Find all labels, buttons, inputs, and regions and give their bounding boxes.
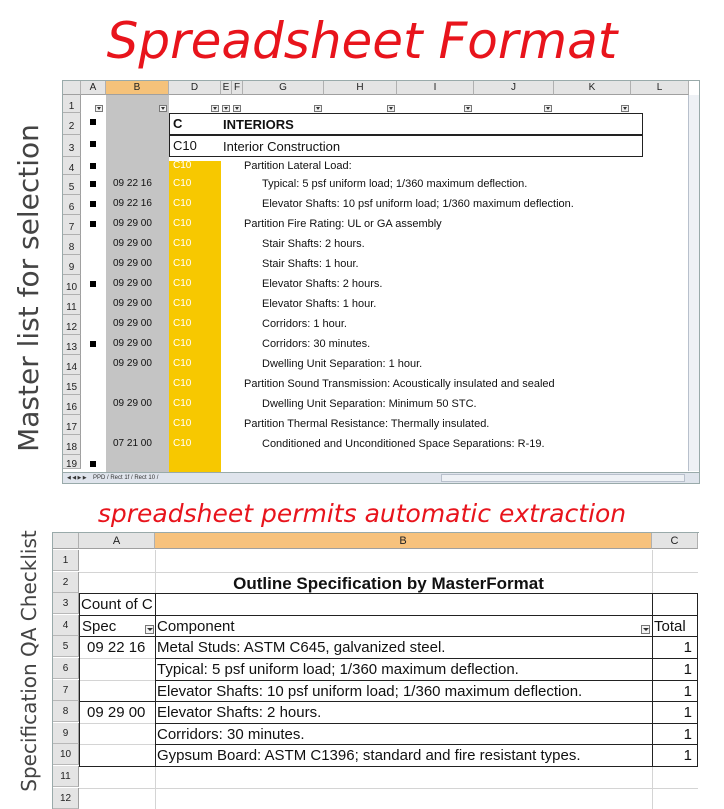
- component-filter-dropdown-icon[interactable]: [641, 625, 650, 634]
- division-cell[interactable]: C10: [173, 318, 192, 329]
- row-header[interactable]: 12: [53, 788, 79, 809]
- bullet-marker: [90, 181, 96, 187]
- division-cell[interactable]: C10: [173, 378, 192, 389]
- bullet-marker: [90, 341, 96, 347]
- spec-cell[interactable]: 09 22 16: [113, 178, 152, 189]
- division-cell[interactable]: C10: [173, 258, 192, 269]
- column-header-d[interactable]: D: [169, 81, 221, 95]
- bullet-marker: [90, 221, 96, 227]
- gridline: [79, 788, 698, 789]
- table-border: [155, 593, 156, 766]
- division-cell[interactable]: C10: [173, 338, 192, 349]
- row-header[interactable]: 10: [53, 744, 79, 765]
- filter-dropdown-icon[interactable]: [233, 105, 241, 112]
- division-cell[interactable]: C10: [173, 138, 197, 153]
- division-cell[interactable]: C10: [173, 198, 192, 209]
- bullet-marker: [90, 119, 96, 125]
- description-cell[interactable]: Dwelling Unit Separation: 1 hour.: [262, 358, 423, 370]
- total-cell[interactable]: 1: [683, 661, 692, 678]
- row-header[interactable]: 2: [63, 113, 81, 135]
- table-border: [155, 723, 698, 724]
- filter-dropdown-icon[interactable]: [314, 105, 322, 112]
- spec-cell[interactable]: 09 29 00: [113, 218, 152, 229]
- row-header[interactable]: 13: [63, 335, 81, 355]
- division-cell[interactable]: C10: [173, 178, 192, 189]
- row-header[interactable]: 2: [53, 572, 79, 593]
- master-list-sheet: [62, 80, 700, 484]
- spec-group-cell[interactable]: 09 22 16: [87, 639, 146, 657]
- spec-cell[interactable]: 09 29 00: [113, 318, 152, 329]
- filter-dropdown-icon[interactable]: [387, 105, 395, 112]
- row-header[interactable]: 8: [63, 235, 81, 255]
- row-header[interactable]: 7: [63, 215, 81, 235]
- division-cell[interactable]: C10: [173, 160, 192, 171]
- column-header-g[interactable]: G: [243, 81, 324, 95]
- description-cell[interactable]: Elevator Shafts: 2 hours.: [262, 278, 383, 290]
- column-header-h[interactable]: H: [324, 81, 397, 95]
- division-cell[interactable]: C10: [173, 358, 192, 369]
- component-cell[interactable]: Gypsum Board: ASTM C1396; standard and fire resistant types.: [157, 747, 581, 765]
- description-cell[interactable]: Conditioned and Unconditioned Space Separations: R-19.: [262, 438, 545, 450]
- total-cell[interactable]: 1: [683, 747, 692, 765]
- spec-header[interactable]: Spec: [82, 617, 117, 635]
- corner-cell[interactable]: [53, 533, 79, 549]
- spec-cell[interactable]: 09 29 00: [113, 398, 152, 409]
- row-header[interactable]: 7: [53, 680, 79, 701]
- component-cell[interactable]: Typical: 5 psf uniform load; 1/360 maximum deflection.: [157, 661, 519, 678]
- spec-cell[interactable]: 09 29 00: [113, 238, 152, 249]
- total-cell[interactable]: 1: [683, 725, 692, 743]
- component-cell[interactable]: Corridors: 30 minutes.: [157, 725, 305, 743]
- column-header-e[interactable]: E: [221, 81, 232, 95]
- row-header[interactable]: 6: [63, 195, 81, 215]
- row-header[interactable]: 11: [63, 295, 81, 315]
- table-border: [155, 636, 698, 637]
- column-header-l[interactable]: L: [631, 81, 689, 95]
- division-cell[interactable]: C10: [173, 218, 192, 229]
- description-cell[interactable]: Partition Thermal Resistance: Thermally insulated.: [244, 418, 490, 430]
- report-title: Outline Specification by MasterFormat: [233, 573, 544, 593]
- column-header-b[interactable]: B: [106, 81, 169, 95]
- spec-group-cell[interactable]: 09 29 00: [87, 704, 146, 722]
- spec-cell[interactable]: 09 22 16: [113, 198, 152, 209]
- qa-checklist-label: Specification QA Checklist: [17, 530, 41, 792]
- description-cell[interactable]: Partition Fire Rating: UL or GA assembly: [244, 218, 442, 230]
- bullet-marker: [90, 281, 96, 287]
- sheet-tabs[interactable]: PPD / Rect 1f / Rect 10 /: [93, 475, 159, 481]
- row-header[interactable]: 9: [53, 723, 79, 744]
- pivot-data-label[interactable]: Count of C: [81, 596, 153, 614]
- row-header[interactable]: 15: [63, 375, 81, 395]
- component-cell[interactable]: Metal Studs: ASTM C645, galvanized steel.: [157, 639, 446, 657]
- column-header-a[interactable]: A: [81, 81, 106, 95]
- column-header-j[interactable]: J: [474, 81, 554, 95]
- table-border: [155, 658, 698, 659]
- row-header[interactable]: 3: [63, 135, 81, 157]
- table-border: [652, 593, 653, 766]
- spec-cell[interactable]: 09 29 00: [113, 298, 152, 309]
- column-header-b[interactable]: B: [155, 533, 652, 549]
- bullet-marker: [90, 163, 96, 169]
- filter-dropdown-icon[interactable]: [544, 105, 552, 112]
- table-border: [79, 615, 698, 616]
- division-cell[interactable]: C10: [173, 418, 192, 429]
- filter-dropdown-icon[interactable]: [222, 105, 230, 112]
- description-cell[interactable]: Corridors: 1 hour.: [262, 318, 347, 330]
- description-cell[interactable]: Stair Shafts: 2 hours.: [262, 238, 365, 250]
- spec-cell[interactable]: 09 29 00: [113, 258, 152, 269]
- description-cell[interactable]: Stair Shafts: 1 hour.: [262, 258, 359, 270]
- description-cell[interactable]: Elevator Shafts: 1 hour.: [262, 298, 377, 310]
- table-border: [697, 593, 698, 766]
- bullet-marker: [90, 201, 96, 207]
- spec-cell[interactable]: 09 29 00: [113, 338, 152, 349]
- description-cell[interactable]: Partition Lateral Load:: [244, 160, 352, 172]
- row-header[interactable]: 17: [63, 415, 81, 435]
- row-header[interactable]: 9: [63, 255, 81, 275]
- filter-dropdown-icon[interactable]: [95, 105, 103, 112]
- spec-cell[interactable]: 09 29 00: [113, 358, 152, 369]
- column-header-k[interactable]: K: [554, 81, 631, 95]
- description-cell[interactable]: Interior Construction: [223, 139, 341, 154]
- row-header[interactable]: 8: [53, 701, 79, 722]
- filter-dropdown-icon[interactable]: [159, 105, 167, 112]
- main-title: Spreadsheet Format: [106, 12, 618, 70]
- column-header-a[interactable]: A: [79, 533, 155, 549]
- column-header-f[interactable]: F: [232, 81, 243, 95]
- division-cell[interactable]: C10: [173, 278, 192, 289]
- division-cell[interactable]: C10: [173, 298, 192, 309]
- table-border: [155, 701, 698, 702]
- description-cell[interactable]: Partition Sound Transmission: Acoustically insulated and sealed: [244, 378, 555, 390]
- total-cell[interactable]: 1: [683, 704, 692, 722]
- row-header[interactable]: 16: [63, 395, 81, 415]
- bullet-marker: [90, 141, 96, 147]
- description-cell[interactable]: Dwelling Unit Separation: Minimum 50 STC.: [262, 398, 477, 410]
- row-header[interactable]: 3: [53, 593, 79, 614]
- table-border: [155, 744, 698, 745]
- row-header[interactable]: 5: [63, 175, 81, 195]
- column-header-c[interactable]: C: [652, 533, 698, 549]
- spec-cell[interactable]: 09 29 00: [113, 278, 152, 289]
- total-cell[interactable]: 1: [683, 682, 692, 700]
- horizontal-scrollbar[interactable]: [441, 474, 685, 482]
- division-cell[interactable]: C10: [173, 438, 192, 449]
- vertical-scrollbar[interactable]: [688, 95, 699, 471]
- filter-dropdown-icon[interactable]: [621, 105, 629, 112]
- row-header[interactable]: 19: [63, 455, 81, 469]
- row-header[interactable]: 11: [53, 766, 79, 787]
- table-border: [79, 593, 80, 766]
- row-header[interactable]: 1: [53, 550, 79, 571]
- total-header[interactable]: Total: [654, 617, 686, 635]
- division-cell[interactable]: C10: [173, 238, 192, 249]
- qa-checklist-sheet: [52, 532, 699, 809]
- corner-cell[interactable]: [63, 81, 81, 95]
- extraction-caption: spreadsheet permits automatic extraction: [97, 499, 627, 528]
- division-cell[interactable]: C: [173, 116, 183, 131]
- table-border: [79, 593, 698, 594]
- row-header[interactable]: 6: [53, 658, 79, 679]
- row-header[interactable]: 1: [63, 95, 81, 113]
- component-cell[interactable]: Elevator Shafts: 10 psf uniform load; 1/360 maximum deflection.: [157, 682, 583, 700]
- bullet-marker: [90, 461, 96, 467]
- component-header[interactable]: Component: [157, 617, 235, 635]
- row-header[interactable]: 14: [63, 355, 81, 375]
- row-header[interactable]: 12: [63, 315, 81, 335]
- column-header-i[interactable]: I: [397, 81, 474, 95]
- component-cell[interactable]: Elevator Shafts: 2 hours.: [157, 704, 322, 722]
- description-cell[interactable]: Elevator Shafts: 10 psf uniform load; 1/360 maximum deflection.: [262, 198, 574, 210]
- filter-dropdown-icon[interactable]: [211, 105, 219, 112]
- table-border: [155, 680, 698, 681]
- description-cell[interactable]: Corridors: 30 minutes.: [262, 338, 371, 350]
- description-cell[interactable]: INTERIORS: [223, 117, 294, 132]
- row-header[interactable]: 4: [63, 157, 81, 175]
- filter-dropdown-icon[interactable]: [464, 105, 472, 112]
- table-border: [79, 766, 698, 767]
- master-list-label: Master list for selection: [12, 124, 45, 452]
- row-header[interactable]: 10: [63, 275, 81, 295]
- division-cell[interactable]: C10: [173, 398, 192, 409]
- row-header[interactable]: 18: [63, 435, 81, 455]
- spec-cell[interactable]: 07 21 00: [113, 438, 152, 449]
- row-header[interactable]: 4: [53, 615, 79, 636]
- spec-filter-dropdown-icon[interactable]: [145, 625, 154, 634]
- tab-nav-arrows-icon[interactable]: ◀ ◀ ▶ ▶: [67, 475, 87, 481]
- row-header[interactable]: 5: [53, 636, 79, 657]
- table-border: [79, 701, 155, 702]
- table-border: [79, 636, 155, 637]
- description-cell[interactable]: Typical: 5 psf uniform load; 1/360 maximum deflection.: [262, 178, 528, 190]
- total-cell[interactable]: 1: [683, 639, 692, 657]
